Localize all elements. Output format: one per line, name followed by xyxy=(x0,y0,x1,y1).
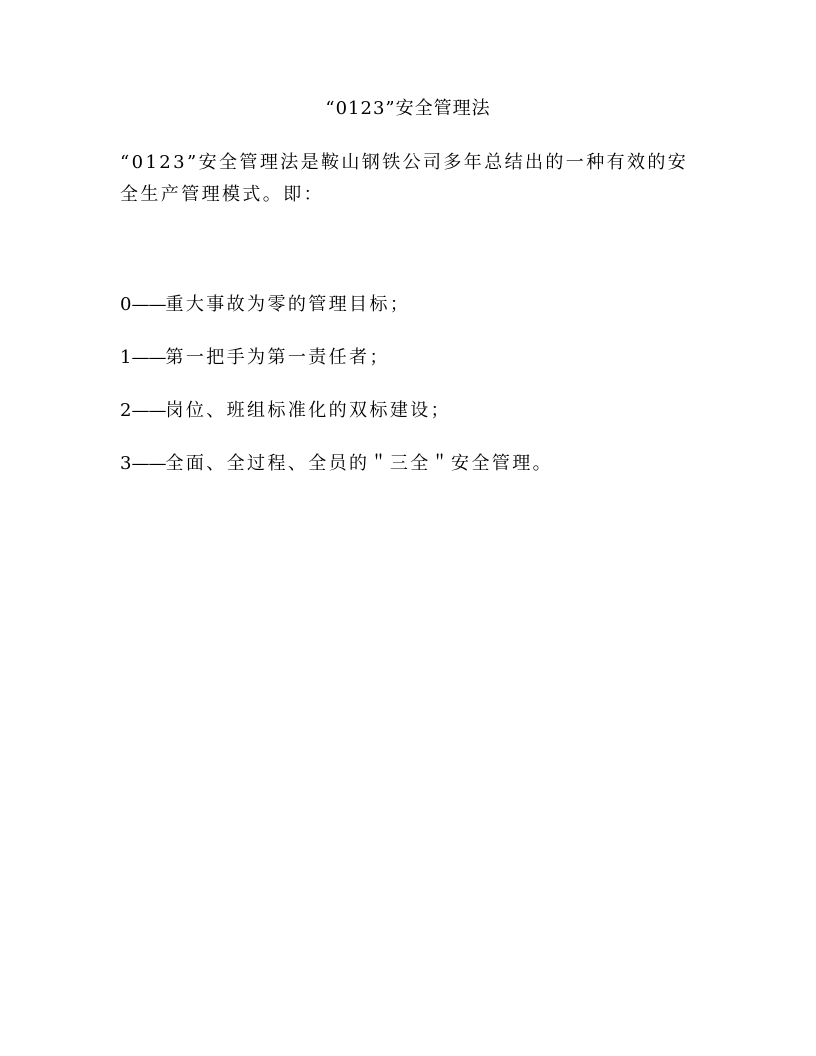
item-number: 0 xyxy=(120,294,132,315)
list-item xyxy=(120,292,720,318)
list-item xyxy=(120,345,720,371)
item-text: 全面、全过程、全员的＂三全＂安全管理。 xyxy=(165,453,554,474)
item-dash: —— xyxy=(131,453,166,474)
item-text: 重大事故为零的管理目标； xyxy=(165,294,411,315)
item-number: 1 xyxy=(120,347,132,368)
item-text: 第一把手为第一责任者； xyxy=(165,347,390,368)
item-dash: —— xyxy=(131,400,166,421)
list-item xyxy=(120,451,720,477)
list-item xyxy=(120,398,720,424)
item-dash: —— xyxy=(131,294,166,315)
intro-paragraph: “0123”安全管理法是鞍山钢铁公司多年总结出的一种有效的安全生产管理模式。即： xyxy=(120,152,689,205)
item-dash: —— xyxy=(131,347,166,368)
item-text: 岗位、班组标准化的双标建设； xyxy=(165,400,452,421)
principle-list xyxy=(120,292,720,504)
document-title: “0123”安全管理法 xyxy=(325,98,491,119)
item-number: 2 xyxy=(120,400,132,421)
item-number: 3 xyxy=(120,453,132,474)
